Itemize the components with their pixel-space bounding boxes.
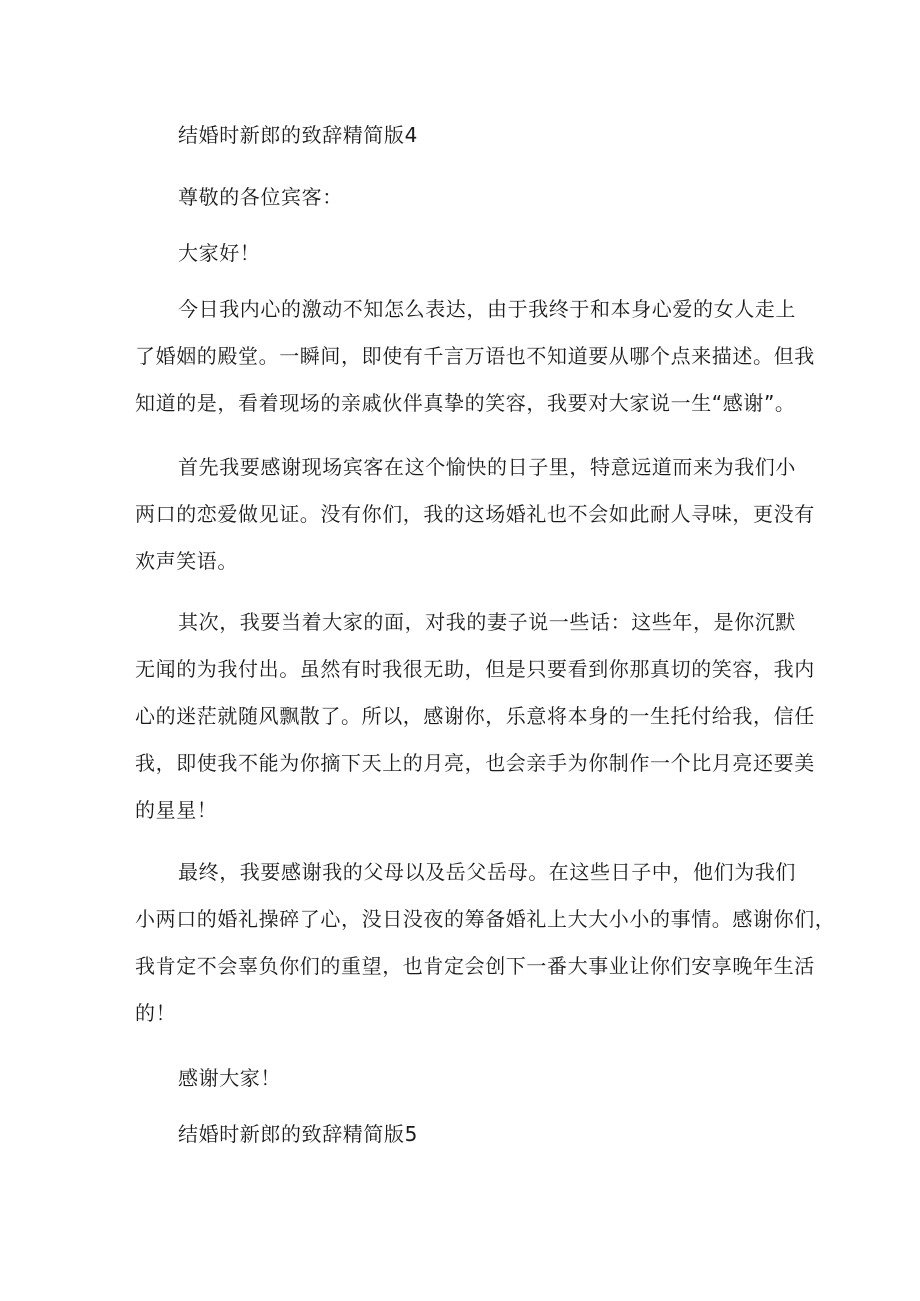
paragraph-3 — [135, 608, 815, 843]
paragraph-line: 欢声笑语。 — [135, 549, 238, 573]
paragraph-line: 我，即使我不能为你摘下天上的月亮，也会亲手为你制作一个比月亮还要美 — [135, 751, 815, 775]
paragraph-2 — [135, 453, 815, 594]
paragraph-line: 我肯定不会辜负你们的重望，也肯定会创下一番大事业让你们安享晚年生活 — [135, 954, 815, 978]
paragraph-line: 了婚姻的殿堂。一瞬间，即使有千言万语也不知道要从哪个点来描述。但我 — [135, 344, 815, 368]
paragraph-1 — [135, 295, 815, 436]
closing: 感谢大家！ — [178, 1066, 281, 1090]
salutation: 尊敬的各位宾客： — [178, 185, 343, 209]
section-title-5: 结婚时新郎的致辞精简版5 — [178, 1122, 418, 1146]
paragraph-line: 首先我要感谢现场宾客在这个愉快的日子里，特意远道而来为我们小 — [178, 455, 796, 479]
paragraph-line: 的星星！ — [135, 798, 218, 822]
paragraph-line: 两口的恋爱做见证。没有你们，我的这场婚礼也不会如此耐人寻味，更没有 — [135, 502, 815, 526]
paragraph-line: 知道的是，看着现场的亲戚伙伴真挚的笑容，我要对大家说一生“感谢”。 — [135, 391, 796, 415]
paragraph-line: 无闻的为我付出。虽然有时我很无助，但是只要看到你那真切的笑容，我内 — [135, 657, 815, 681]
paragraph-line: 小两口的婚礼操碎了心，没日没夜的筹备婚礼上大大小小的事情。感谢你们， — [135, 907, 836, 931]
paragraph-line: 其次，我要当着大家的面，对我的妻子说一些话：这些年，是你沉默 — [178, 610, 796, 634]
paragraph-line: 心的迷茫就随风飘散了。所以，感谢你，乐意将本身的一生托付给我，信任 — [135, 704, 815, 728]
greeting: 大家好！ — [178, 241, 261, 265]
section-title-4: 结婚时新郎的致辞精简版4 — [178, 123, 418, 147]
paragraph-4 — [135, 858, 836, 1046]
paragraph-line: 今日我内心的激动不知怎么表达，由于我终于和本身心爱的女人走上 — [178, 297, 796, 321]
paragraph-line: 最终，我要感谢我的父母以及岳父岳母。在这些日子中，他们为我们 — [178, 860, 796, 884]
paragraph-line: 的！ — [135, 1001, 177, 1025]
